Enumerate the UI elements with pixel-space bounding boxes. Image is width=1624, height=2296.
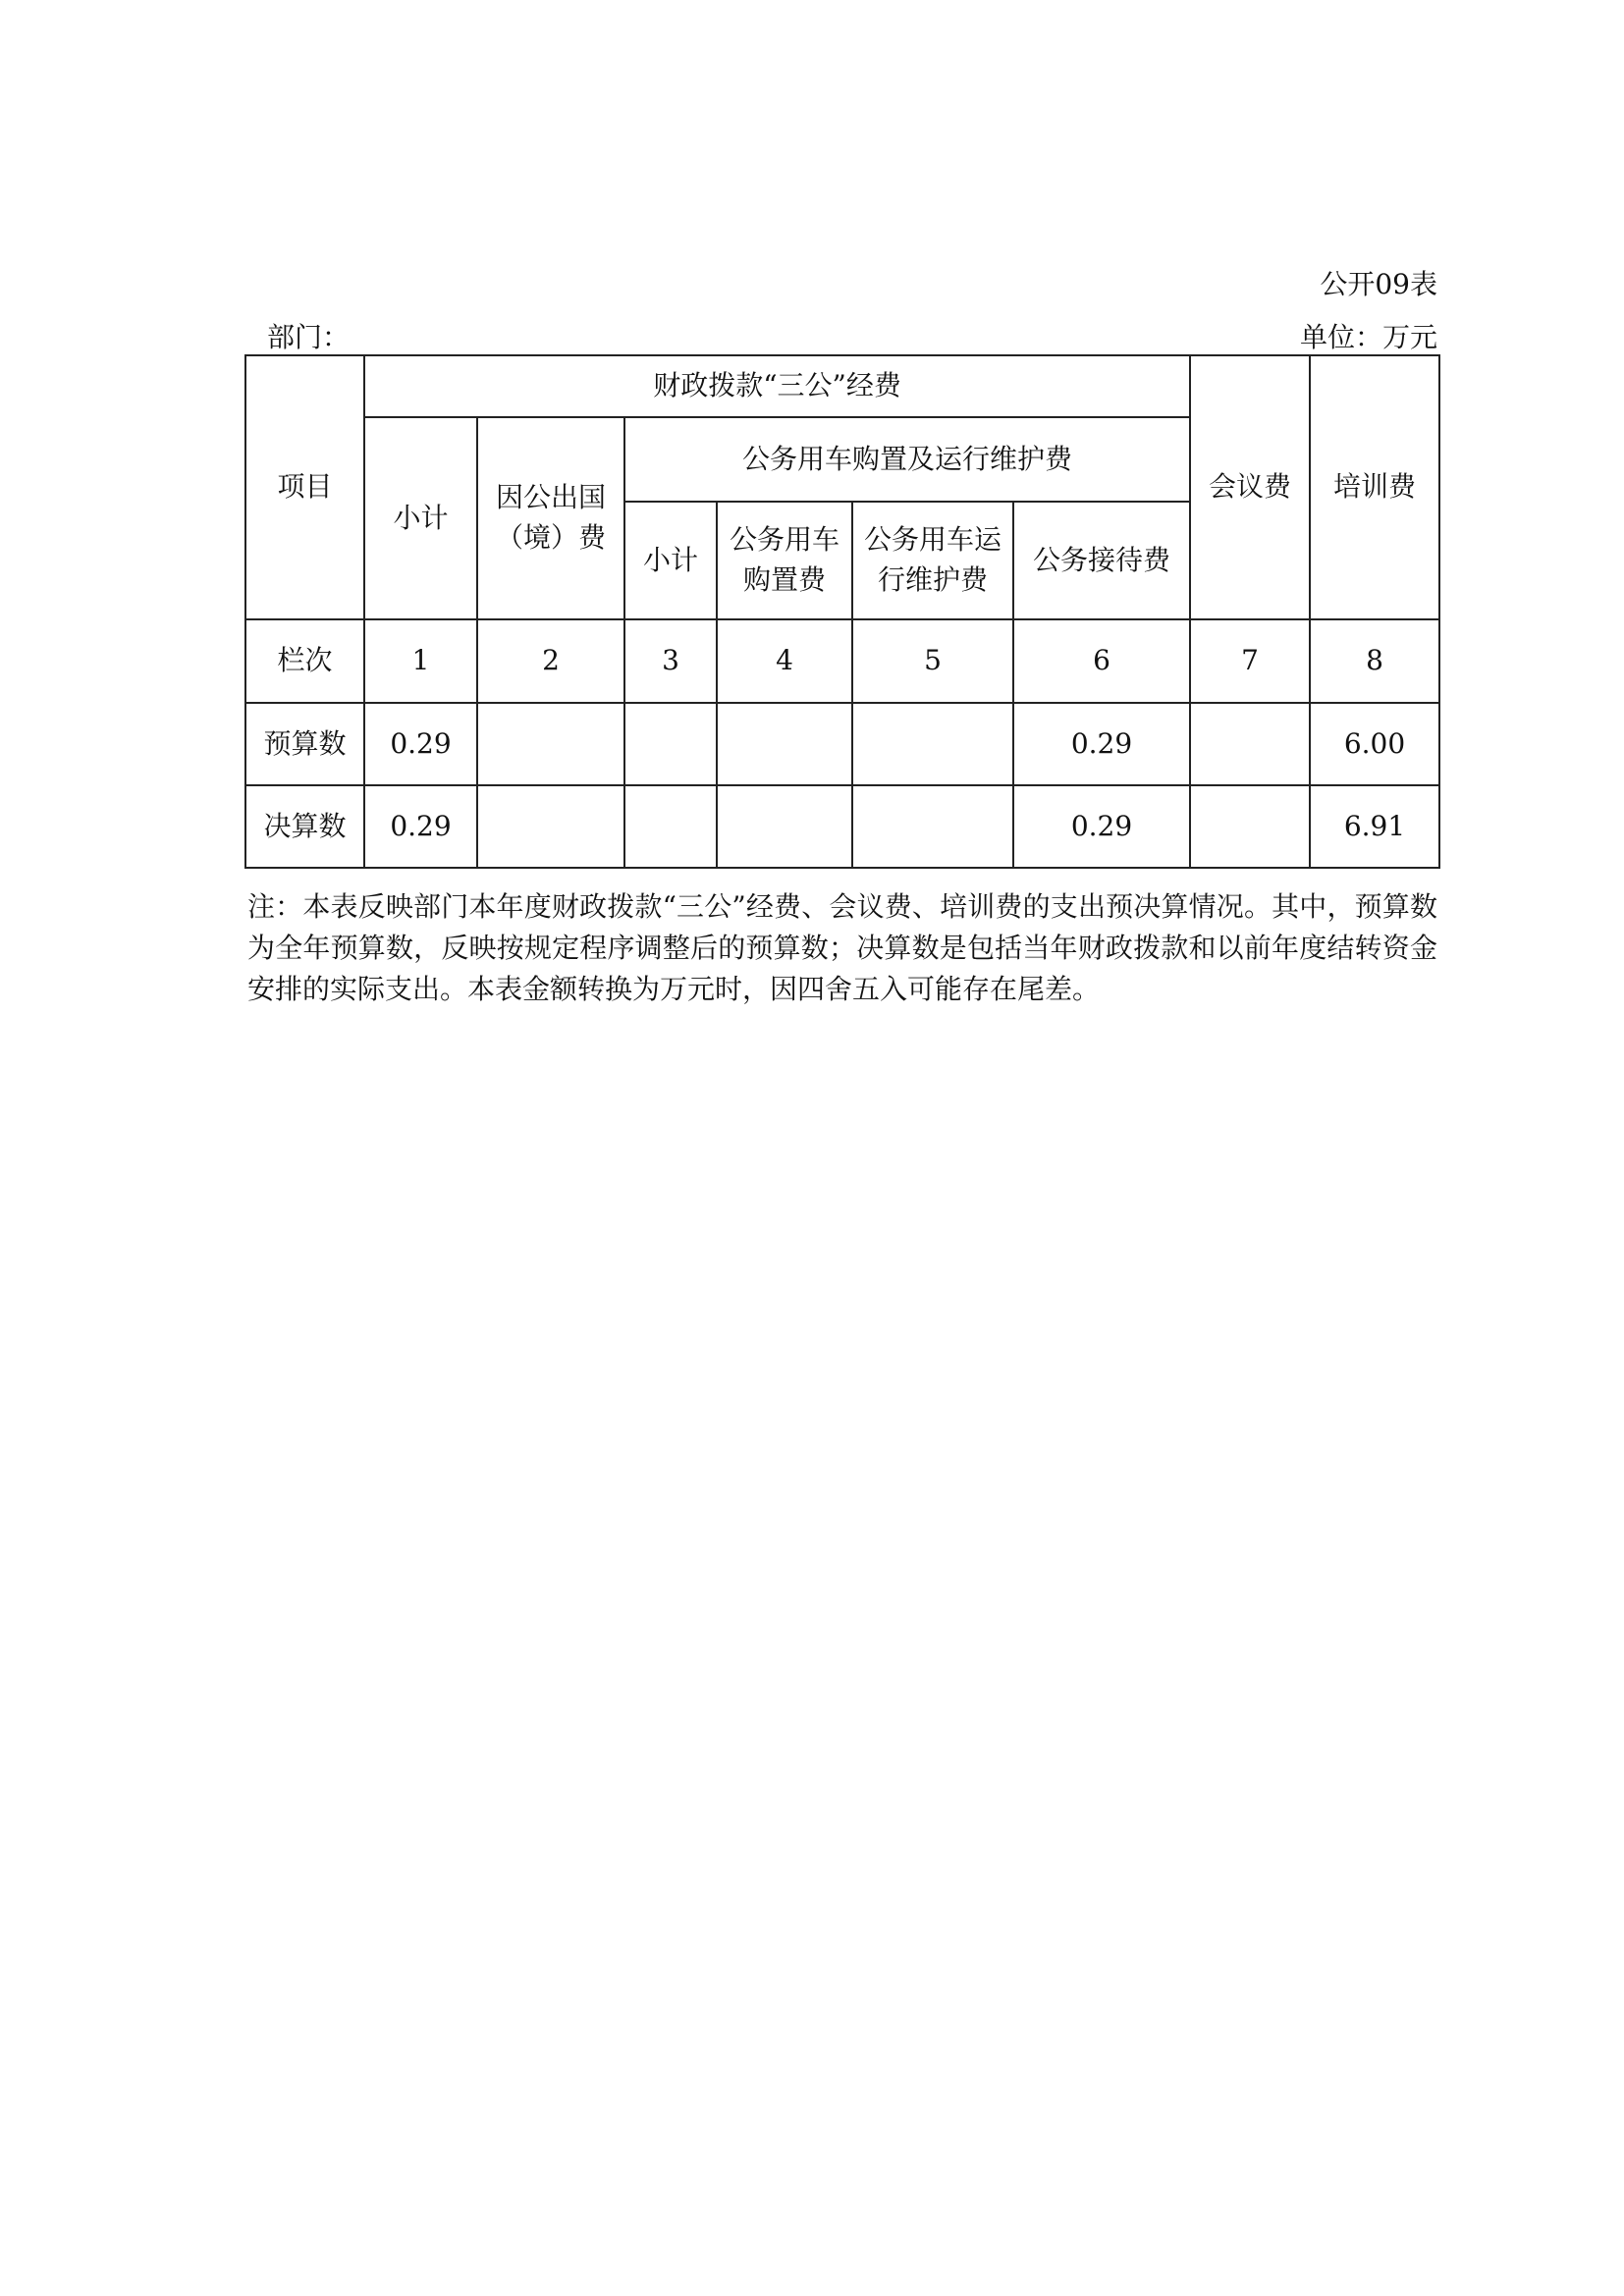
department-label: 部门：: [267, 321, 351, 353]
column-number: 5: [852, 619, 1013, 703]
column-number: 3: [624, 619, 717, 703]
cell-reception: 0.29: [1013, 703, 1190, 785]
column-number: 8: [1310, 619, 1439, 703]
header-vehicle-subtotal: 小计: [624, 502, 717, 619]
cell-subtotal: 0.29: [364, 785, 477, 868]
form-code: 公开09表: [1320, 268, 1437, 300]
cell-vehicle-subtotal: [624, 703, 717, 785]
three-public-expenses-table: [244, 354, 1440, 869]
cell-meeting: [1190, 703, 1310, 785]
cell-vehicle-purchase: [717, 785, 852, 868]
header-group-title: 财政拨款“三公”经费: [364, 355, 1190, 417]
cell-vehicle-purchase: [717, 703, 852, 785]
cell-abroad: [477, 703, 624, 785]
header-training: 培训费: [1310, 355, 1439, 619]
cell-vehicle-subtotal: [624, 785, 717, 868]
cell-subtotal: 0.29: [364, 703, 477, 785]
column-number: 4: [717, 619, 852, 703]
column-number: 7: [1190, 619, 1310, 703]
column-number: 1: [364, 619, 477, 703]
table-note: 注：本表反映部门本年度财政拨款“三公”经费、会议费、培训费的支出预决算情况。其中，预算数为全年预算数，反映按规定程序调整后的预算数；决算数是包括当年财政拨款和以前年度结转资金安排的实际支出。本表金额转换为万元时，因四舍五入可能存在尾差。: [247, 890, 1437, 1005]
cell-training: 6.91: [1310, 785, 1439, 868]
cell-reception: 0.29: [1013, 785, 1190, 868]
header-abroad: 因公出国（境）费: [477, 417, 624, 619]
unit-label: 单位：万元: [1299, 321, 1437, 353]
header-subtotal: 小计: [364, 417, 477, 619]
cell-training: 6.00: [1310, 703, 1439, 785]
header-meeting: 会议费: [1190, 355, 1310, 619]
column-number-row: [245, 619, 1439, 703]
row-label: 决算数: [245, 785, 364, 868]
header-item: 项目: [245, 355, 364, 619]
cell-vehicle-operation: [852, 703, 1013, 785]
cell-vehicle-operation: [852, 785, 1013, 868]
cell-meeting: [1190, 785, 1310, 868]
table-row-budget: [245, 703, 1439, 785]
row-label: 预算数: [245, 703, 364, 785]
cell-abroad: [477, 785, 624, 868]
header-reception: 公务接待费: [1013, 502, 1190, 619]
column-number-label: 栏次: [245, 619, 364, 703]
column-number: 6: [1013, 619, 1190, 703]
column-number: 2: [477, 619, 624, 703]
header-vehicle-operation: 公务用车运行维护费: [852, 502, 1013, 619]
header-vehicle-group: 公务用车购置及运行维护费: [624, 417, 1190, 502]
header-vehicle-purchase: 公务用车购置费: [717, 502, 852, 619]
table-row-final: [245, 785, 1439, 868]
